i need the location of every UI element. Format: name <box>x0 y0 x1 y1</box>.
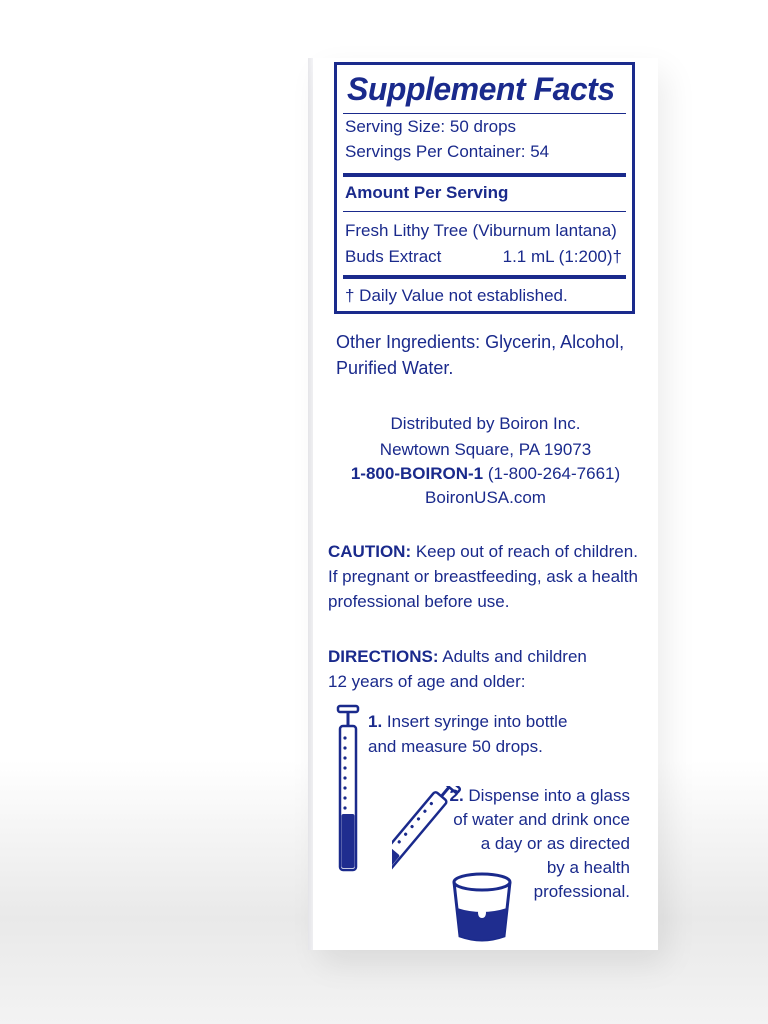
step2-line: by a health <box>546 858 630 877</box>
caution-line <box>328 540 638 564</box>
step2-line: a day or as directed <box>480 834 630 853</box>
ingredient-line: Fresh Lithy Tree (Viburnum lantana) <box>345 221 617 240</box>
ingredient-name: Buds Extract <box>345 247 442 266</box>
step1-line: and measure 50 drops. <box>368 737 543 756</box>
syringe-icon <box>326 704 370 876</box>
other-ingredients-line: Purified Water. <box>336 358 454 378</box>
step2-line: professional. <box>533 882 630 901</box>
ingredient-amount: 1.1 mL (1:200)† <box>502 247 622 266</box>
phone-bold: 1-800-BOIRON-1 <box>350 464 484 483</box>
directions-label: DIRECTIONS: <box>328 647 439 666</box>
step1-number: 1. <box>368 712 383 731</box>
step1-line <box>368 710 567 734</box>
facts-divider <box>343 211 626 212</box>
glass-with-syringe-icon <box>392 786 522 946</box>
facts-thick-divider <box>343 173 626 177</box>
step1-text: Insert syringe into bottle <box>382 712 568 731</box>
website-link: BoironUSA.com <box>425 488 546 507</box>
amount-per-serving-header: Amount Per Serving <box>345 183 509 202</box>
directions-text: Adults and children <box>438 647 587 666</box>
caution-line: professional before use. <box>328 592 510 611</box>
step2-line: of water and drink once <box>453 810 630 829</box>
directions-line <box>328 645 587 669</box>
phone-number: (1-800-264-7661) <box>483 464 621 483</box>
directions-line: 12 years of age and older: <box>328 672 526 691</box>
facts-title: Supplement Facts <box>347 71 615 107</box>
step2-number: 2. <box>449 786 464 805</box>
caution-text: Keep out of reach of children. <box>411 542 638 561</box>
other-ingredients-line: Other Ingredients: Glycerin, Alcohol, <box>336 332 625 352</box>
facts-thick-divider <box>343 275 626 279</box>
serving-size: Serving Size: 50 drops <box>345 117 517 136</box>
servings-per-container: Servings Per Container: 54 <box>345 142 550 161</box>
caution-line: If pregnant or breastfeeding, ask a health <box>328 567 638 586</box>
distributor-phone <box>313 462 658 486</box>
caution-label: CAUTION: <box>328 542 412 561</box>
supplement-facts-panel <box>334 62 635 314</box>
facts-divider <box>343 113 626 114</box>
distributor-line: Distributed by Boiron Inc. <box>390 414 581 433</box>
distributor-address: Newtown Square, PA 19073 <box>379 440 592 459</box>
step2-text: Dispense into a glass <box>463 786 630 805</box>
daily-value-footnote: † Daily Value not established. <box>345 286 568 305</box>
